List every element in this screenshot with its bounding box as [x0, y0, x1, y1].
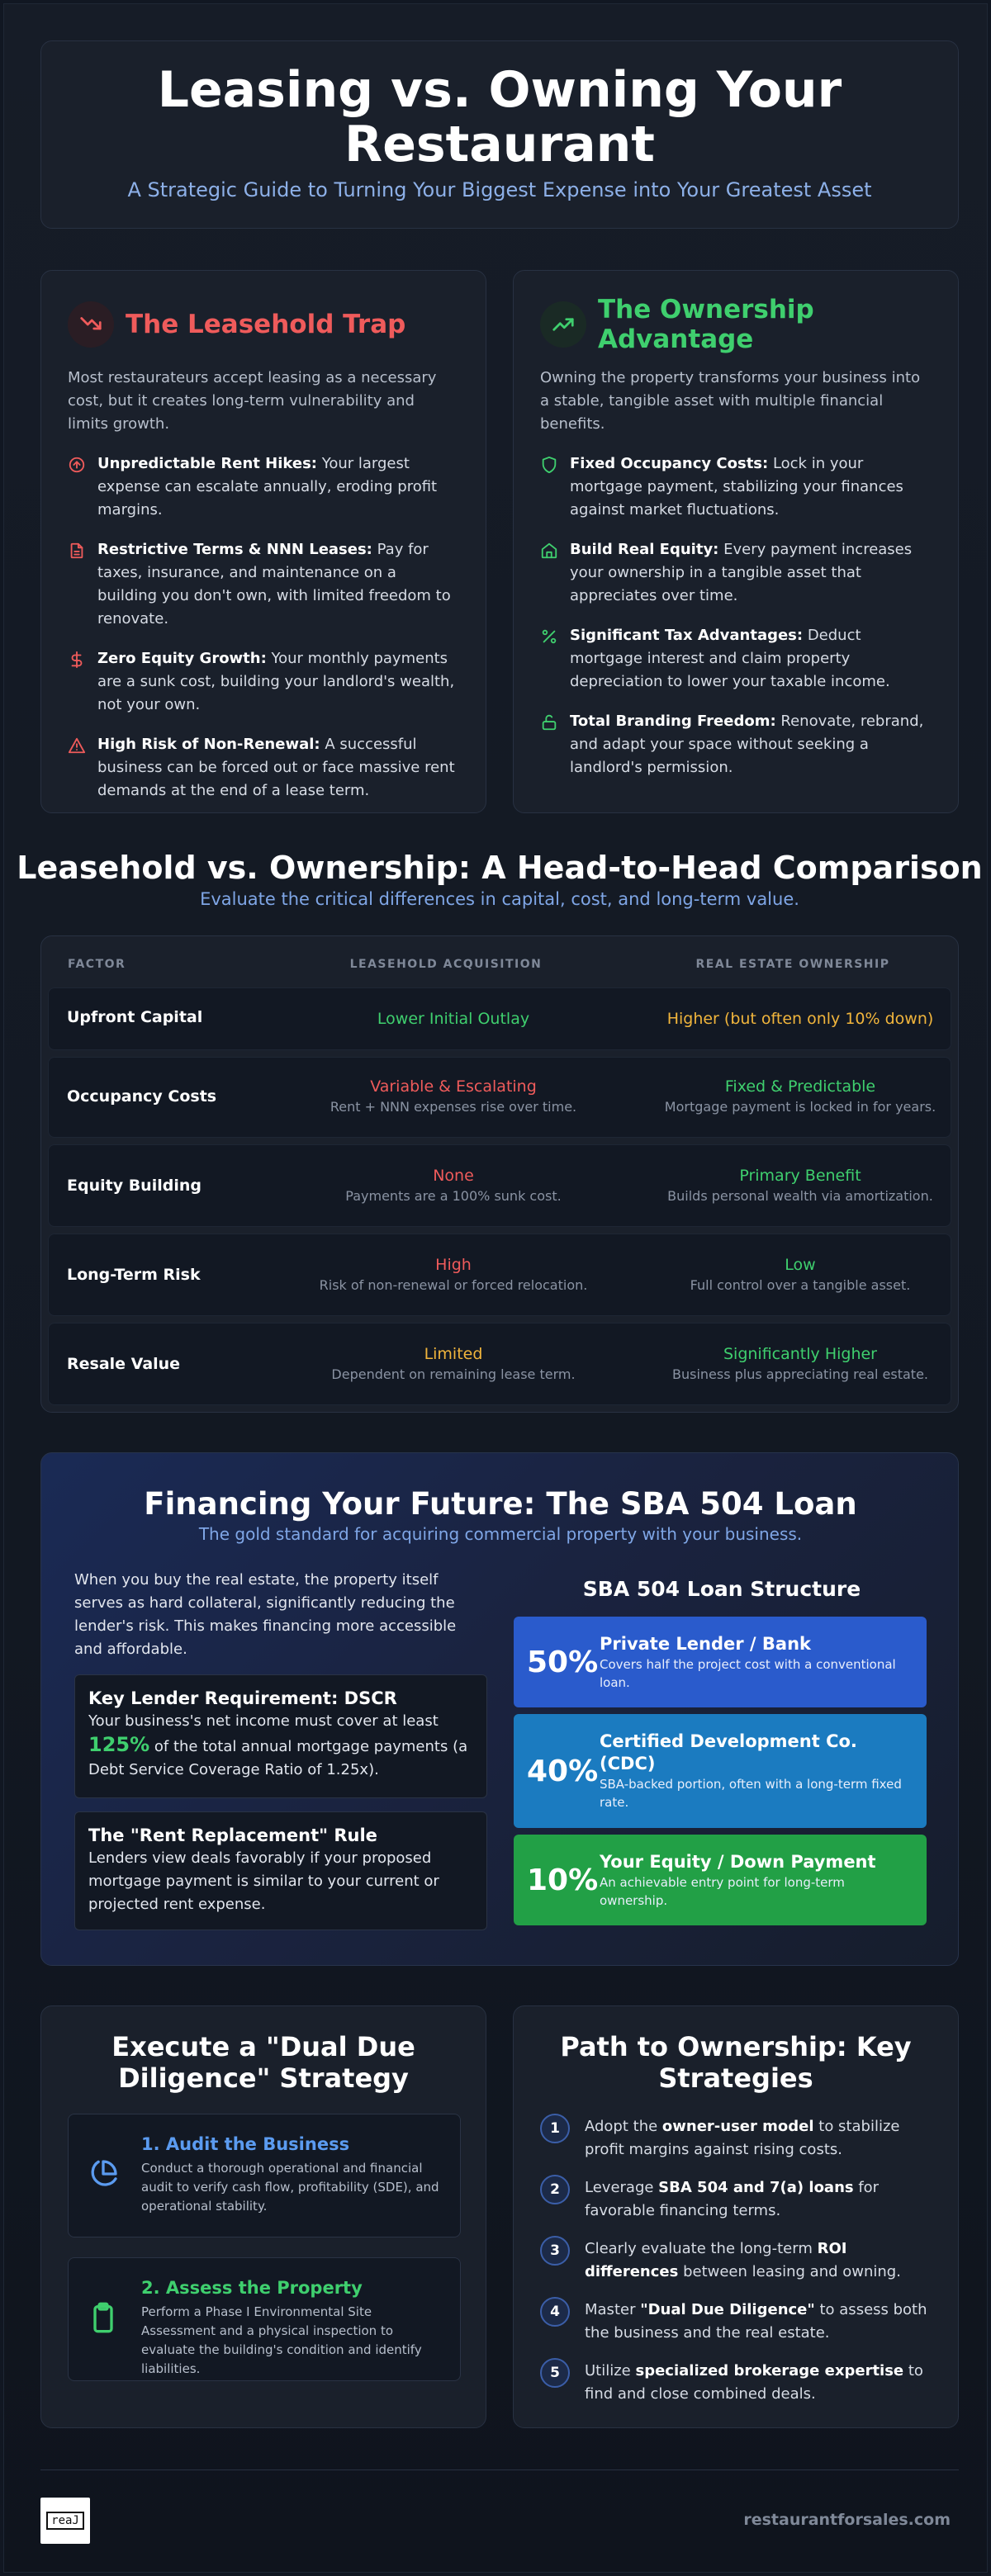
- due-diligence-card: [40, 2005, 486, 2428]
- tier-name: Your Equity / Down Payment: [600, 1851, 876, 1872]
- table-row: [48, 1057, 951, 1138]
- percent-icon: [540, 624, 560, 694]
- document-icon: [68, 538, 88, 631]
- clipboard-icon: [87, 2301, 120, 2337]
- step-text: to find and close combined deals.: [585, 2362, 923, 2403]
- dscr-text: Your business's net income must cover at least: [88, 1712, 439, 1730]
- diligence-item-title: 2. Assess the Property: [141, 2278, 363, 2298]
- point-heading: Restrictive Terms & NNN Leases:: [97, 541, 372, 558]
- tier-description: Covers half the project cost with a conventional loan.: [600, 1656, 896, 1690]
- factor-label: Equity Building: [67, 1177, 202, 1195]
- factor-label: Resale Value: [67, 1355, 181, 1373]
- lease-value: None: [433, 1167, 474, 1185]
- shield-icon: [540, 452, 560, 522]
- lease-value: Variable & Escalating: [370, 1077, 537, 1096]
- hero-card: [40, 40, 959, 229]
- comparison-table: [40, 935, 959, 1413]
- step-number: 2: [540, 2175, 570, 2204]
- point-heading: Total Branding Freedom:: [570, 713, 776, 730]
- step-text: Clearly evaluate the long-term: [585, 2240, 818, 2257]
- factor-label: Occupancy Costs: [67, 1087, 217, 1106]
- tier-name: Private Lender / Bank: [600, 1633, 811, 1654]
- logo[interactable]: [40, 2498, 90, 2544]
- lease-note: Dependent on remaining lease term.: [331, 1366, 576, 1382]
- pie-chart-icon: [87, 2157, 120, 2194]
- leasehold-intro: Most restaurateurs accept leasing as a necessary cost, but it creates long-term vulnerability and limits growth.: [68, 369, 437, 433]
- point-heading: Fixed Occupancy Costs:: [570, 455, 769, 472]
- diligence-item-description: Conduct a thorough operational and financial audit to verify cash flow, profitability (SDE), and operational stability.: [141, 2161, 439, 2214]
- table-row: [48, 1323, 951, 1405]
- step-number: 5: [540, 2358, 570, 2388]
- ownership-point: [540, 452, 932, 522]
- strategy-step: [540, 2358, 936, 2406]
- sba-intro: When you buy the real estate, the property itself serves as hard collateral, significantly reducing the lender's risk. This makes financing more accessible and affordable.: [74, 1571, 457, 1658]
- step-text: Adopt the: [585, 2118, 662, 2135]
- point-heading: Significant Tax Advantages:: [570, 627, 804, 644]
- ownership-point: [540, 710, 932, 779]
- loan-tier: [514, 1617, 927, 1707]
- dscr-box: [74, 1674, 487, 1798]
- own-value: Higher (but often only 10% down): [666, 1010, 934, 1028]
- ownership-point: [540, 538, 932, 608]
- sba-title: Financing Your Future: The SBA 504 Loan: [144, 1486, 857, 1522]
- tier-percentage: 50%: [527, 1645, 599, 1679]
- point-text: Lock in your mortgage payment, stabilizing your finances against market fluctuations.: [570, 455, 903, 519]
- trend-down-icon: [68, 301, 114, 348]
- step-number: 4: [540, 2297, 570, 2327]
- step-highlight: owner-user model: [661, 2118, 814, 2135]
- comparison-title: Leasehold vs. Ownership: A Head-to-Head Comparison: [17, 850, 983, 886]
- step-highlight: "Dual Due Diligence": [640, 2301, 815, 2318]
- point-text: Your monthly payments are a sunk cost, building your landlord's wealth, not your own.: [97, 650, 455, 713]
- leasehold-point: [68, 538, 459, 631]
- loan-tier: [514, 1835, 927, 1925]
- leasehold-card: [40, 270, 486, 813]
- own-note: Full control over a tangible asset.: [690, 1277, 911, 1293]
- tier-description: An achievable entry point for long-term ownership.: [600, 1874, 845, 1908]
- step-text: Utilize: [585, 2362, 636, 2379]
- dscr-percentage: 125%: [88, 1733, 150, 1756]
- factor-label: Long-Term Risk: [67, 1266, 201, 1284]
- rent-replacement-box: [74, 1811, 487, 1930]
- leasehold-point: [68, 452, 459, 522]
- tier-name: Certified Development Co. (CDC): [600, 1731, 857, 1773]
- point-heading: Build Real Equity:: [570, 541, 719, 558]
- structure-title: SBA 504 Loan Structure: [582, 1577, 861, 1601]
- own-note: Business plus appreciating real estate.: [671, 1366, 928, 1382]
- path-title: Path to Ownership: Key Strategies: [560, 2031, 912, 2094]
- step-highlight: SBA 504 and 7(a) loans: [658, 2179, 854, 2196]
- lease-value: Limited: [424, 1345, 483, 1363]
- leasehold-point: [68, 733, 459, 803]
- diligence-item-title: 1. Audit the Business: [141, 2134, 350, 2154]
- own-note: Builds personal wealth via amortization.: [667, 1188, 933, 1204]
- table-row: [48, 1234, 951, 1316]
- strategy-step: [540, 2236, 936, 2284]
- dscr-text: of the total annual mortgage payments (a Debt Service Coverage Ratio of 1.25x).: [88, 1738, 468, 1778]
- step-text: to stabilize profit margins against rising costs.: [585, 2118, 900, 2158]
- home-icon: [540, 538, 560, 608]
- table-row: [48, 987, 951, 1050]
- point-text: Renovate, rebrand, and adapt your space without seeking a landlord's permission.: [570, 713, 924, 776]
- sba-loan-card: [40, 1452, 959, 1966]
- lease-value: High: [435, 1256, 472, 1274]
- website-link[interactable]: restaurantforsales.com: [743, 2511, 951, 2529]
- own-note: Mortgage payment is locked in for years.: [664, 1099, 936, 1115]
- rent-title: The "Rent Replacement" Rule: [88, 1825, 377, 1845]
- own-value: Low: [785, 1256, 816, 1274]
- point-text: A successful business can be forced out or face massive rent demands at the end of a lease term.: [97, 736, 455, 799]
- column-header: REAL ESTATE OWNERSHIP: [695, 958, 890, 971]
- trend-up-icon: [540, 301, 586, 348]
- logo-text: reaJ: [46, 2512, 84, 2530]
- footer-divider: [40, 2469, 959, 2470]
- diligence-item: [68, 2257, 461, 2381]
- point-text: Your largest expense can escalate annually, eroding profit margins.: [97, 455, 438, 519]
- step-text: to assess both the business and the real estate.: [585, 2301, 927, 2342]
- step-text: for favorable financing terms.: [585, 2179, 880, 2219]
- leasehold-title: The Leasehold Trap: [126, 310, 406, 339]
- page: [3, 3, 988, 2573]
- step-text: Master: [585, 2301, 641, 2318]
- warning-triangle-icon: [68, 733, 88, 803]
- step-highlight: ROI differences: [585, 2240, 847, 2280]
- step-text: Leverage: [585, 2179, 659, 2196]
- lease-note: Rent + NNN expenses rise over time.: [330, 1099, 577, 1115]
- comparison-subtitle: Evaluate the critical differences in capital, cost, and long-term value.: [200, 889, 799, 909]
- point-text: Pay for taxes, insurance, and maintenance on a building you don't own, with limited freedom to renovate.: [97, 541, 451, 627]
- unlock-icon: [540, 710, 560, 779]
- point-heading: Zero Equity Growth:: [97, 650, 267, 667]
- table-row: [48, 1144, 951, 1227]
- own-value: Fixed & Predictable: [724, 1077, 876, 1096]
- path-to-ownership-card: [513, 2005, 959, 2428]
- point-heading: Unpredictable Rent Hikes:: [97, 455, 318, 472]
- step-text: between leasing and owning.: [678, 2263, 901, 2280]
- ownership-intro: Owning the property transforms your business into a stable, tangible asset with multiple financial benefits.: [540, 369, 921, 433]
- column-header: FACTOR: [68, 958, 126, 971]
- own-value: Significantly Higher: [723, 1345, 877, 1363]
- lease-note: Risk of non-renewal or forced relocation.: [319, 1277, 588, 1293]
- column-header: LEASEHOLD ACQUISITION: [349, 958, 543, 971]
- own-value: Primary Benefit: [739, 1167, 861, 1185]
- loan-tier: [514, 1714, 927, 1828]
- strategy-step: [540, 2114, 936, 2162]
- diligence-item: [68, 2114, 461, 2237]
- lease-value: Lower Initial Outlay: [377, 1010, 530, 1028]
- page-subtitle: A Strategic Guide to Turning Your Biggest Expense into Your Greatest Asset: [127, 178, 872, 201]
- point-text: Every payment increases your ownership in a tangible asset that appreciates over time.: [570, 541, 913, 604]
- tier-percentage: 40%: [527, 1754, 599, 1788]
- factor-label: Upfront Capital: [67, 1008, 203, 1026]
- page-title: Leasing vs. Owning Your Restaurant: [157, 61, 842, 173]
- lease-note: Payments are a 100% sunk cost.: [345, 1188, 562, 1204]
- step-number: 1: [540, 2114, 570, 2143]
- strategy-step: [540, 2297, 936, 2345]
- tier-description: SBA-backed portion, often with a long-term fixed rate.: [600, 1777, 902, 1810]
- point-text: Deduct mortgage interest and claim property depreciation to lower your taxable income.: [570, 627, 890, 690]
- diligence-item-description: Perform a Phase I Environmental Site Assessment and a physical inspection to evaluate the building's condition and identify liabilities.: [141, 2304, 422, 2376]
- ownership-point: [540, 624, 932, 694]
- due-diligence-title: Execute a "Dual Due Diligence" Strategy: [111, 2031, 415, 2094]
- dscr-title: Key Lender Requirement: DSCR: [88, 1688, 397, 1708]
- step-number: 3: [540, 2236, 570, 2266]
- leasehold-point: [68, 647, 459, 717]
- rent-text: Lenders view deals favorably if your proposed mortgage payment is similar to your current or projected rent expense.: [88, 1849, 439, 1913]
- dollar-icon: [68, 647, 88, 717]
- sba-subtitle: The gold standard for acquiring commercial property with your business.: [198, 1524, 803, 1544]
- strategy-step: [540, 2175, 936, 2223]
- ownership-title: The Ownership Advantage: [598, 295, 814, 354]
- point-heading: High Risk of Non-Renewal:: [97, 736, 320, 753]
- tier-percentage: 10%: [527, 1863, 599, 1897]
- step-highlight: specialized brokerage expertise: [635, 2362, 904, 2379]
- ownership-card: [513, 270, 959, 813]
- arrow-up-circle-icon: [68, 452, 88, 522]
